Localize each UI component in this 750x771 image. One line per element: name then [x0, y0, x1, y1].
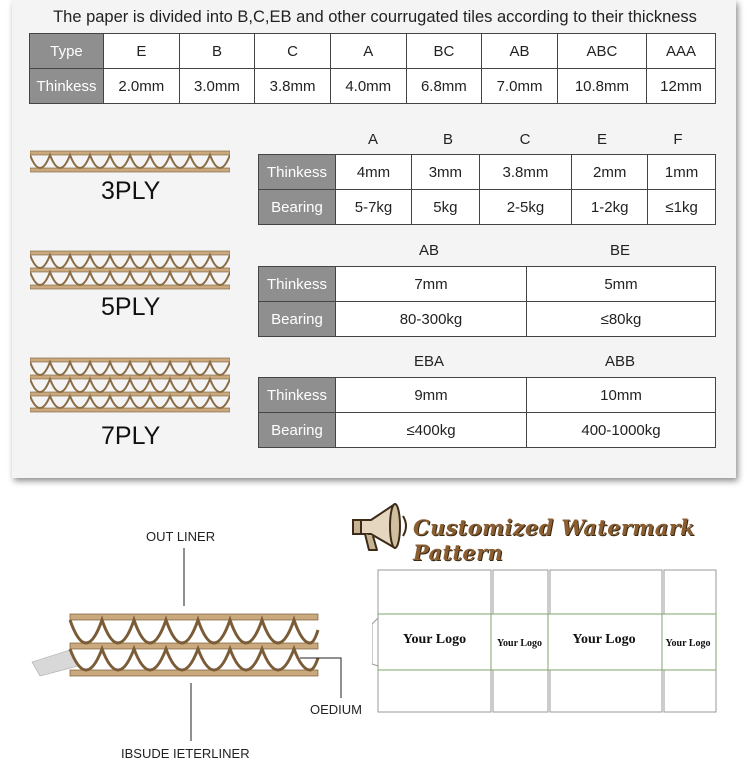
type-cell: AAA — [646, 34, 715, 69]
type-cell: ABC — [557, 34, 646, 69]
type-header: Type — [30, 34, 104, 69]
logo-placeholder: Your Logo — [572, 632, 636, 647]
flute-label: AB — [418, 242, 439, 259]
type-cell: BC — [406, 34, 482, 69]
bearing-cell: ≤400kg — [336, 413, 527, 448]
thickness-cell: 10mm — [527, 378, 716, 413]
bearing-cell: 5-7kg — [336, 190, 412, 225]
5ply-board-illustration — [30, 250, 230, 290]
7ply-table — [258, 377, 716, 448]
flute-label: E — [596, 131, 607, 148]
thickness-cell: 3.8mm — [479, 155, 571, 190]
page-heading: The paper is divided into B,C,EB and other courrugated tiles according to their thickness — [53, 8, 697, 26]
bearing-cell: 400-1000kg — [527, 413, 716, 448]
medium-pointer — [300, 656, 344, 700]
out-liner-pointer — [182, 548, 186, 606]
thickness-cell: 5mm — [527, 267, 716, 302]
medium-label: OEDIUM — [310, 702, 362, 717]
3ply-table — [258, 154, 716, 225]
bearing-cell: 1-2kg — [572, 190, 648, 225]
thickness-cell: 1mm — [648, 155, 716, 190]
flute-label: C — [519, 131, 531, 148]
bearing-header: Bearing — [259, 413, 336, 448]
thickness-cell: 4.0mm — [330, 69, 406, 104]
flute-label: B — [442, 131, 453, 148]
type-cell: AB — [482, 34, 558, 69]
logo-placeholder: Your Logo — [665, 638, 711, 649]
thickness-cell: 7.0mm — [482, 69, 558, 104]
3ply-title: 3PLY — [101, 177, 161, 205]
thickness-cell: 4mm — [336, 155, 412, 190]
thickness-cell: 12mm — [646, 69, 715, 104]
thickness-cell: 3.8mm — [255, 69, 331, 104]
watermark-title: Customized Watermark Pattern — [413, 515, 695, 565]
inner-liner-label: IBSUDE IETERLINER — [121, 746, 250, 761]
5ply-title: 5PLY — [101, 293, 161, 321]
type-cell: B — [179, 34, 255, 69]
thickness-header: Thinkess — [30, 69, 104, 104]
7ply-board-illustration — [30, 357, 230, 413]
type-cell: C — [255, 34, 331, 69]
thickness-cell: 2mm — [572, 155, 648, 190]
thickness-header: Thinkess — [259, 155, 336, 190]
thickness-cell: 10.8mm — [557, 69, 646, 104]
thickness-header: Thinkess — [259, 378, 336, 413]
bearing-cell: ≤80kg — [527, 302, 716, 337]
bearing-header: Bearing — [259, 302, 336, 337]
5ply-table — [258, 266, 716, 337]
thickness-cell: 3mm — [412, 155, 480, 190]
flute-label: A — [367, 131, 378, 148]
flute-label: EBA — [413, 353, 444, 370]
corrugated-board-illustration — [30, 610, 320, 682]
type-cell: A — [330, 34, 406, 69]
3ply-board-illustration — [30, 150, 230, 174]
bearing-header: Bearing — [259, 190, 336, 225]
megaphone-icon — [349, 498, 413, 556]
type-table — [29, 33, 716, 104]
thickness-cell: 6.8mm — [406, 69, 482, 104]
thickness-cell: 7mm — [336, 267, 527, 302]
flute-label: ABB — [604, 353, 635, 370]
bearing-cell: 80-300kg — [336, 302, 527, 337]
thickness-cell: 2.0mm — [104, 69, 180, 104]
bearing-cell: ≤1kg — [648, 190, 716, 225]
bearing-cell: 2-5kg — [479, 190, 571, 225]
thickness-cell: 3.0mm — [179, 69, 255, 104]
out-liner-label: OUT LINER — [146, 529, 216, 544]
flute-label: F — [673, 131, 683, 148]
logo-placeholder: Your Logo — [402, 632, 467, 647]
flute-label: BE — [609, 242, 630, 259]
logo-placeholder: Your Logo — [496, 638, 543, 649]
inner-liner-pointer — [189, 683, 193, 741]
thickness-cell: 9mm — [336, 378, 527, 413]
bearing-cell: 5kg — [412, 190, 480, 225]
thickness-header: Thinkess — [259, 267, 336, 302]
7ply-title: 7PLY — [101, 422, 161, 450]
type-cell: E — [104, 34, 180, 69]
